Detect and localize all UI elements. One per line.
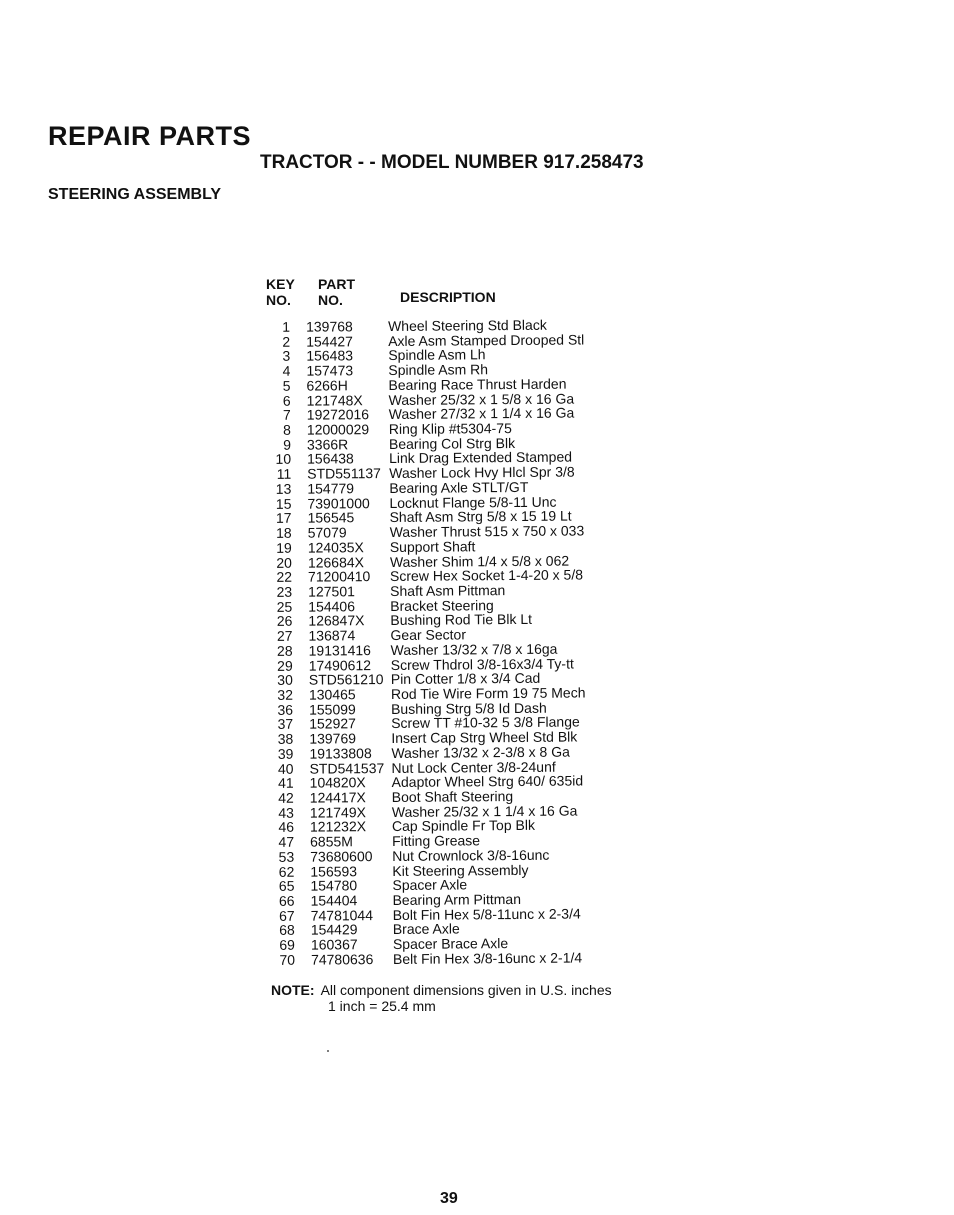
part-number: 73680600 <box>310 847 373 865</box>
part-description: Spindle Asm Lh <box>388 346 486 364</box>
note-line1: All component dimensions given in U.S. inches <box>320 982 612 998</box>
part-description: Kit Steering Assembly <box>392 861 529 879</box>
key-number: 17 <box>275 510 292 527</box>
key-number: 11 <box>276 465 292 483</box>
part-number: 19131416 <box>308 641 371 659</box>
part-description: Support Shaft <box>389 538 476 555</box>
part-description: Washer 25/32 x 1 5/8 x 16 Ga <box>388 390 575 408</box>
part-no-header <box>318 276 355 308</box>
key-number: 40 <box>277 760 294 777</box>
part-number: 156483 <box>306 347 354 365</box>
part-number: 6855M <box>310 833 353 850</box>
model-heading: TRACTOR - - MODEL NUMBER 917.258473 <box>260 152 644 173</box>
part-description: Spindle Asm Rh <box>388 361 489 379</box>
part-number: 3366R <box>306 436 349 453</box>
key-number: 43 <box>278 804 294 821</box>
key-number: 29 <box>277 657 293 674</box>
key-number: 7 <box>282 407 291 424</box>
key-number: 15 <box>275 495 292 512</box>
part-description: Washer Thrust 515 x 750 x 033 <box>389 522 585 541</box>
key-number: 41 <box>277 775 294 792</box>
note-label: NOTE: <box>271 982 315 998</box>
part-description: Locknut Flange 5/8-11 Unc <box>389 493 557 511</box>
part-description: Link Drag Extended Stamped <box>389 449 573 467</box>
part-description: Washer 25/32 x 1 1/4 x 16 Ga <box>391 802 578 820</box>
note-line2: 1 inch = 25.4 mm <box>328 998 436 1014</box>
part-header-line1: PART <box>318 276 356 292</box>
part-number: 139768 <box>305 318 353 335</box>
part-number: 156545 <box>307 509 355 526</box>
part-description: Cap Spindle Fr Top Blk <box>391 817 535 835</box>
part-number: 121748X <box>306 391 363 409</box>
key-number: 37 <box>277 716 294 733</box>
part-description: Boot Shaft Steering <box>391 788 514 805</box>
part-number: 12000029 <box>306 421 370 438</box>
part-number: 152927 <box>309 715 356 733</box>
part-number: 130465 <box>308 686 356 703</box>
key-number: 70 <box>279 951 296 968</box>
key-number: 2 <box>282 333 291 350</box>
part-number: 74781044 <box>310 906 374 924</box>
key-number: 66 <box>278 892 295 909</box>
key-number: 38 <box>277 730 294 747</box>
key-header-line1: KEY <box>266 276 295 292</box>
part-number: 19133808 <box>309 744 372 762</box>
part-number: 74780636 <box>310 951 374 968</box>
part-number: 156438 <box>307 450 354 468</box>
parts-list <box>258 317 653 968</box>
key-number: 1 <box>282 318 291 335</box>
key-number: 5 <box>282 377 291 394</box>
part-number: 157473 <box>306 362 354 379</box>
key-number: 67 <box>279 907 295 924</box>
part-description: Insert Cap Strg Wheel Std Blk <box>391 728 578 747</box>
part-number: 124417X <box>309 789 366 806</box>
part-description: Bearing Race Thrust Harden <box>388 375 567 393</box>
key-number: 32 <box>277 686 294 703</box>
part-number: 124035X <box>307 538 364 556</box>
part-description: Bearing Axle STLT/GT <box>389 478 529 496</box>
part-number: 136874 <box>308 627 356 644</box>
key-number: 23 <box>276 583 293 600</box>
part-number: 121232X <box>309 818 367 836</box>
part-description: Bearing Col Strg Blk <box>388 434 516 452</box>
part-description: Adaptor Wheel Strg 640/ 635id <box>391 772 584 791</box>
part-number: 154406 <box>308 597 356 615</box>
key-number: 39 <box>277 745 294 762</box>
part-description: Shaft Asm Strg 5/8 x 15 19 Lt <box>389 507 572 526</box>
part-number: 121749X <box>309 803 366 821</box>
key-number: 47 <box>278 833 295 851</box>
part-description: Rod Tie Wire Form 19 75 Mech <box>390 684 586 702</box>
part-number: STD541537 <box>309 759 385 777</box>
key-number: 42 <box>278 789 294 806</box>
key-number: 65 <box>278 878 295 895</box>
key-number: 13 <box>275 480 292 497</box>
key-number: 68 <box>279 922 295 939</box>
key-number: 8 <box>283 421 291 438</box>
key-number: 4 <box>282 362 291 379</box>
part-number: 155099 <box>308 700 356 718</box>
key-number: 69 <box>279 936 295 954</box>
part-number: 73901000 <box>307 494 370 512</box>
part-description: Wheel Steering Std Black <box>387 316 547 334</box>
part-number: 154779 <box>307 480 355 497</box>
scan-speck <box>327 1050 329 1052</box>
key-number: 22 <box>276 568 293 586</box>
part-number: 154429 <box>310 921 358 939</box>
part-number: 57079 <box>307 524 347 541</box>
key-number: 26 <box>276 613 293 630</box>
key-no-header <box>266 276 295 308</box>
part-description: Screw TT #10-32 5 3/8 Flange <box>391 713 580 732</box>
key-number: 28 <box>276 642 293 659</box>
part-description: Shaft Asm Pittman <box>390 582 506 599</box>
key-header-line2: NO. <box>266 292 291 308</box>
part-description: Nut Crownlock 3/8-16unc <box>392 846 550 864</box>
part-description: Fitting Grease <box>392 832 481 850</box>
part-number: 156593 <box>310 862 358 880</box>
key-number: 27 <box>276 627 293 644</box>
page-title: REPAIR PARTS <box>48 121 252 151</box>
part-description: Brace Axle <box>392 920 460 938</box>
part-number: 154427 <box>306 332 353 350</box>
key-number: 9 <box>283 436 292 453</box>
part-description: Gear Sector <box>390 626 467 644</box>
key-number: 18 <box>276 524 292 541</box>
part-number: 19272016 <box>306 406 370 423</box>
part-number: 17490612 <box>308 656 372 674</box>
part-description: Bolt Fin Hex 5/8-11unc x 2-3/4 <box>392 905 581 923</box>
part-description: Washer 27/32 x 1 1/4 x 16 Ga <box>388 404 575 423</box>
key-number: 25 <box>276 598 293 615</box>
key-number: 10 <box>275 451 292 468</box>
part-description: Spacer Brace Axle <box>392 935 509 953</box>
part-number: STD551137 <box>307 465 381 482</box>
note <box>271 982 612 1014</box>
page-number: 39 <box>440 1190 458 1207</box>
key-number: 30 <box>277 671 293 689</box>
description-header: DESCRIPTION <box>400 289 496 305</box>
part-number: 127501 <box>308 583 355 600</box>
part-number: 71200410 <box>307 568 371 585</box>
section-heading: STEERING ASSEMBLY <box>48 186 222 203</box>
key-number: 46 <box>278 819 295 836</box>
part-description: Bushing Rod Tie Blk Lt <box>390 611 533 629</box>
part-number: 154404 <box>310 892 358 909</box>
part-description: Bearing Arm Pittman <box>392 890 522 908</box>
part-number: 126847X <box>308 612 365 629</box>
part-number: 6266H <box>306 377 348 394</box>
part-number: 139769 <box>309 730 357 747</box>
part-description: Washer 13/32 x 7/8 x 16ga <box>390 640 558 658</box>
part-description: Pin Cotter 1/8 x 3/4 Cad <box>390 670 541 688</box>
part-description: Washer Shim 1/4 x 5/8 x 062 <box>389 552 570 570</box>
part-description: Screw Hex Socket 1-4-20 x 5/8 <box>389 566 584 585</box>
part-description: Washer Lock Hvy Hlcl Spr 3/8 <box>389 463 575 482</box>
part-description: Bracket Steering <box>390 596 494 614</box>
part-description: Belt Fin Hex 3/8-16unc x 2-1/4 <box>392 949 583 967</box>
part-number: 154780 <box>310 877 358 894</box>
part-number: 126684X <box>307 553 365 571</box>
key-number: 20 <box>276 554 292 571</box>
part-description: Spacer Axle <box>392 876 468 894</box>
key-number: 19 <box>276 539 292 556</box>
part-description: Screw Thdrol 3/8-16x3/4 Ty-tt <box>390 655 574 673</box>
key-number: 53 <box>278 848 295 865</box>
part-number: 104820X <box>309 774 366 791</box>
part-description: Nut Lock Center 3/8-24unf <box>391 758 556 776</box>
key-number: 62 <box>278 863 295 880</box>
part-description: Bushing Strg 5/8 Id Dash <box>390 699 547 717</box>
part-row <box>263 950 653 968</box>
part-number: STD561210 <box>308 671 384 688</box>
part-description: Washer 13/32 x 2-3/8 x 8 Ga <box>391 743 570 761</box>
key-number: 36 <box>277 701 294 718</box>
key-number: 6 <box>282 392 291 409</box>
part-description: Ring Klip #t5304-75 <box>388 420 512 438</box>
part-number: 160367 <box>310 936 358 953</box>
part-description: Axle Asm Stamped Drooped Stl <box>388 331 585 349</box>
part-header-line2: NO. <box>318 292 343 308</box>
key-number: 3 <box>282 348 291 365</box>
